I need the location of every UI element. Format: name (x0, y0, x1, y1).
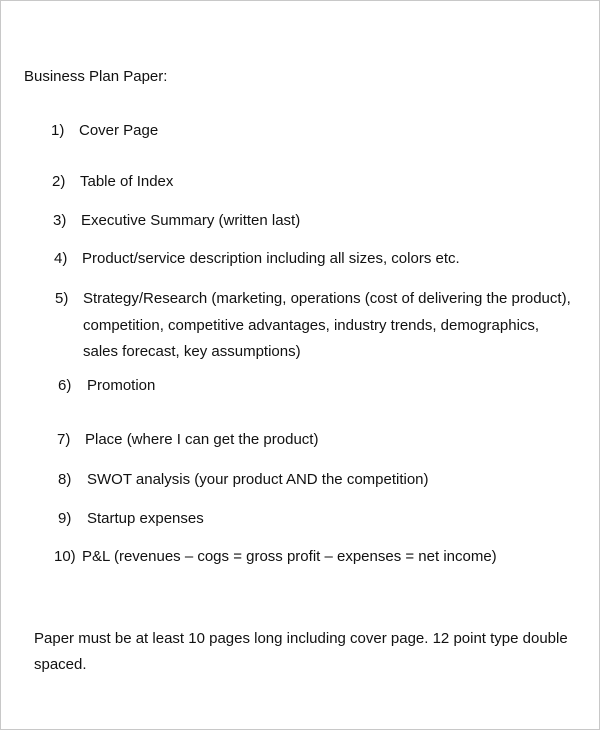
footer-note-line: spaced. (34, 656, 87, 673)
list-item: Cover Page (79, 122, 159, 139)
item-number: 10) (54, 548, 76, 565)
list-item: Product/service description including all sizes, colors etc. (82, 250, 460, 267)
item-number: 3) (53, 212, 67, 229)
item-number: 8) (58, 471, 72, 488)
footer-note-line: Paper must be at least 10 pages long including cover page. 12 point type double (34, 630, 568, 647)
list-item: Startup expenses (87, 510, 204, 527)
item-number: 2) (52, 173, 66, 190)
list-item: Executive Summary (written last) (81, 212, 301, 229)
list-item: SWOT analysis (your product AND the competition) (87, 471, 429, 488)
item-number: 1) (51, 122, 65, 139)
item-number: 6) (58, 377, 72, 394)
list-item-line: Strategy/Research (marketing, operations (cost of delivering the product), (83, 290, 571, 307)
document-title: Business Plan Paper: (24, 68, 168, 85)
list-item: Promotion (87, 377, 156, 394)
list-item: Table of Index (80, 173, 174, 190)
list-item: Place (where I can get the product) (85, 431, 319, 448)
list-item-line: sales forecast, key assumptions) (83, 343, 301, 360)
item-number: 9) (58, 510, 72, 527)
list-item: P&L (revenues – cogs = gross profit – expenses = net income) (82, 548, 497, 565)
item-number: 7) (57, 431, 71, 448)
item-number: 4) (54, 250, 68, 267)
item-number: 5) (55, 290, 69, 307)
list-item-line: competition, competitive advantages, industry trends, demographics, (83, 317, 540, 334)
